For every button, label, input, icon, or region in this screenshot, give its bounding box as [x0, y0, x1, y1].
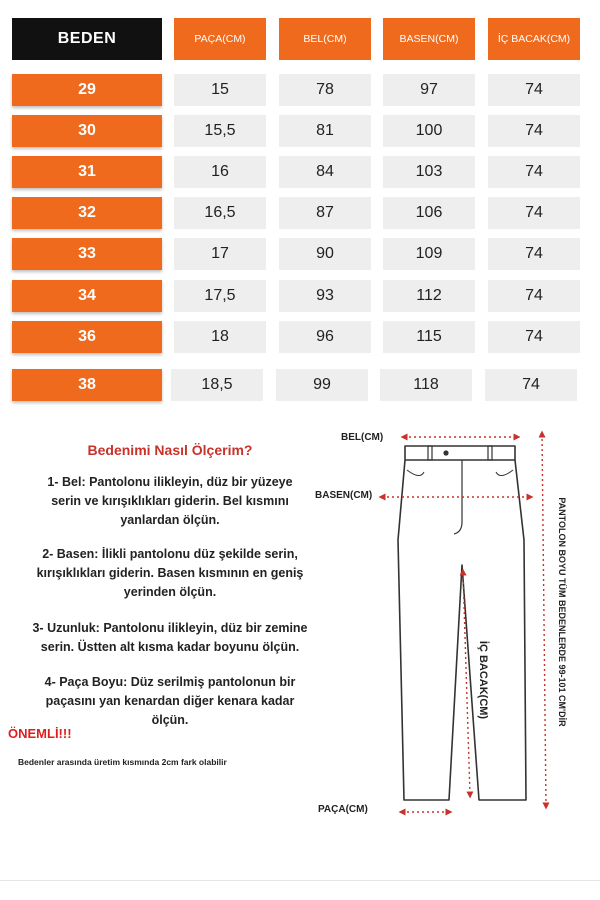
paca-label: PAÇA(CM) [318, 804, 368, 815]
cell-basen: 97 [383, 74, 475, 106]
cell-bel: 96 [279, 321, 371, 353]
cell-ic-bacak: 74 [488, 197, 580, 229]
cell-ic-bacak: 74 [488, 74, 580, 106]
cell-bel: 93 [279, 280, 371, 312]
cell-bel: 78 [279, 74, 371, 106]
inseam-label: İÇ BACAK(CM) [477, 640, 489, 720]
bottom-divider [0, 880, 600, 881]
cell-basen: 118 [380, 369, 472, 401]
important-heading: ÖNEMLİ!!! [8, 726, 72, 741]
header-beden: BEDEN [12, 18, 162, 60]
cell-bel: 81 [279, 115, 371, 147]
length-label: PANTOLON BOYU TÜM BEDENLERDE 99-101 CM'DİR [557, 497, 567, 727]
cell-ic-bacak: 74 [488, 321, 580, 353]
cell-paca: 18 [174, 321, 266, 353]
size-label: 31 [12, 156, 162, 188]
cell-bel: 84 [279, 156, 371, 188]
size-label: 36 [12, 321, 162, 353]
cell-ic-bacak: 74 [488, 280, 580, 312]
cell-bel: 90 [279, 238, 371, 270]
cell-bel: 87 [279, 197, 371, 229]
production-note: Bedenler arasında üretim kısmında 2cm fark olabilir [18, 757, 227, 767]
header-ic-bacak: İÇ BACAK(CM) [488, 18, 580, 60]
cell-paca: 17,5 [174, 280, 266, 312]
cell-ic-bacak: 74 [488, 238, 580, 270]
cell-ic-bacak: 74 [488, 156, 580, 188]
guide-step-uzunluk: 3- Uzunluk: Pantolonu ilikleyin, düz bir zemine serin. Üstten alt kısma kadar boyunu ölçün. [32, 621, 308, 654]
cell-basen: 106 [383, 197, 475, 229]
cell-basen: 103 [383, 156, 475, 188]
cell-paca: 18,5 [171, 369, 263, 401]
header-bel: BEL(CM) [279, 18, 371, 60]
cell-bel: 99 [276, 369, 368, 401]
size-label: 32 [12, 197, 162, 229]
guide-step-basen: 2- Basen: İlikli pantolonu düz şekilde serin, kırışıklıkları giderin. Basen kısmının en geniş yerinden ölçün. [36, 547, 304, 599]
size-label: 34 [12, 280, 162, 312]
cell-basen: 100 [383, 115, 475, 147]
cell-basen: 112 [383, 280, 475, 312]
header-paca: PAÇA(CM) [174, 18, 266, 60]
cell-basen: 115 [383, 321, 475, 353]
cell-paca: 16,5 [174, 197, 266, 229]
size-label: 33 [12, 238, 162, 270]
guide-title: Bedenimi Nasıl Ölçerim? [87, 442, 253, 458]
size-label: 38 [12, 369, 162, 401]
cell-basen: 109 [383, 238, 475, 270]
cell-paca: 15 [174, 74, 266, 106]
bel-label: BEL(CM) [341, 432, 384, 443]
cell-paca: 15,5 [174, 115, 266, 147]
length-arrow [542, 434, 546, 806]
header-basen: BASEN(CM) [383, 18, 475, 60]
basen-label: BASEN(CM) [315, 490, 373, 501]
cell-ic-bacak: 74 [488, 115, 580, 147]
guide-step-bel: 1- Bel: Pantolonu ilikleyin, düz bir yüzeye serin ve kırışıklıkları giderin. Bel kısmını yanlardan ölçün. [47, 475, 293, 527]
size-label: 30 [12, 115, 162, 147]
guide-step-paca: 4- Paça Boyu: Düz serilmiş pantolonun bir paçasını yan kenardan diğer kenara kadar ölçün. [44, 675, 296, 727]
cell-paca: 16 [174, 156, 266, 188]
size-label: 29 [12, 74, 162, 106]
cell-ic-bacak: 74 [485, 369, 577, 401]
cell-paca: 17 [174, 238, 266, 270]
